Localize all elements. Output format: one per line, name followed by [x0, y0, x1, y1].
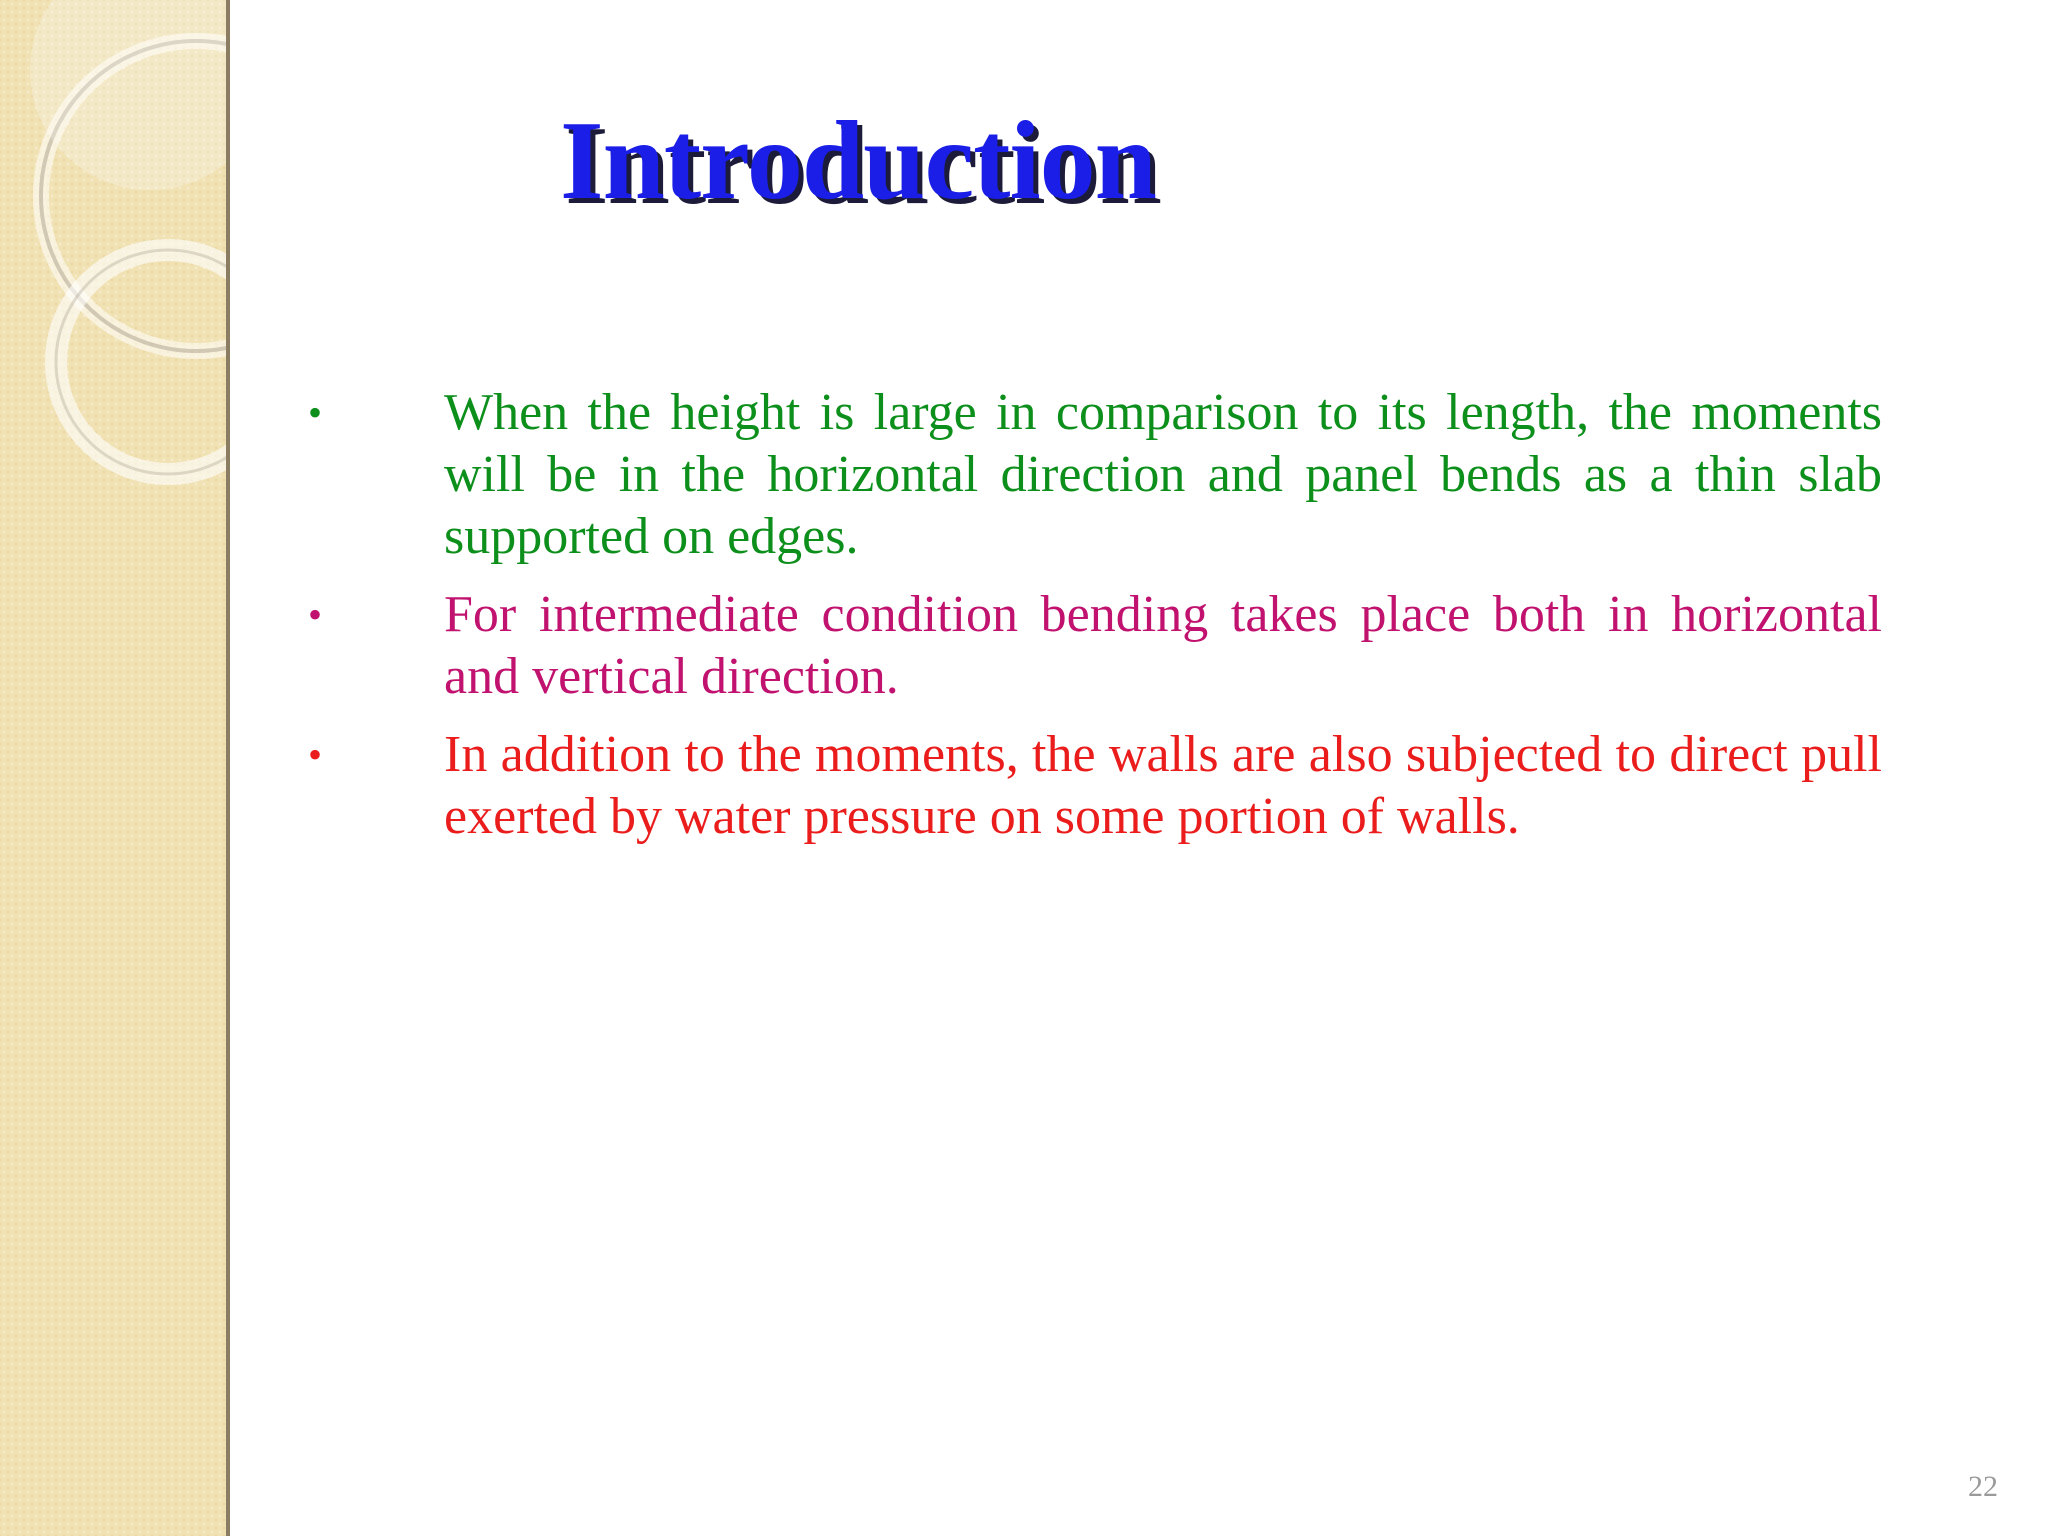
- bullet-item: [300, 382, 1882, 568]
- bullet-marker: •: [308, 390, 323, 435]
- bullet-marker: •: [308, 732, 323, 777]
- bullet-list: [300, 382, 1882, 864]
- bullet-item: [300, 724, 1882, 848]
- bullet-text: In addition to the moments, the walls are also subjected to direct pull exerted by water pressure on some portion of walls.: [444, 726, 1882, 845]
- bullet-text: When the height is large in comparison to its length, the moments will be in the horizontal direction and panel bends as a thin slab supported on edges.: [444, 384, 1882, 565]
- slide-title: Introduction: [560, 99, 1156, 223]
- slide-number: 22: [1968, 1470, 1998, 1503]
- bullet-marker: •: [308, 592, 323, 637]
- decorative-side-panel: [0, 0, 230, 1536]
- bullet-item: [300, 584, 1882, 708]
- bullet-text: For intermediate condition bending takes place both in horizontal and vertical direction.: [444, 586, 1882, 705]
- decorative-rings-icon: [0, 0, 226, 1536]
